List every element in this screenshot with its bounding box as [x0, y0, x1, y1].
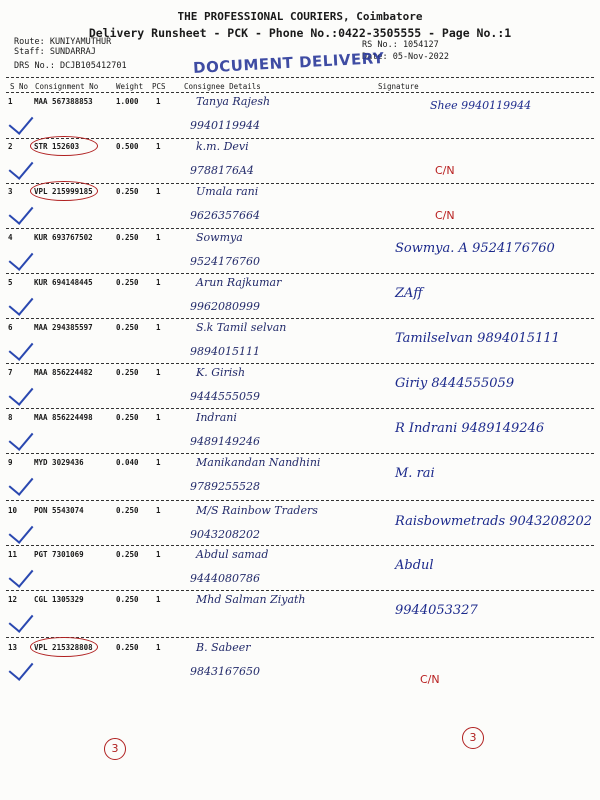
delivered-tick	[9, 245, 34, 271]
row-separator	[6, 408, 594, 409]
consignee-phone: 9789255528	[190, 480, 260, 493]
row-sno: 7	[8, 368, 13, 377]
consignee-name: Abdul samad	[196, 548, 269, 561]
staff-label: Staff: SUNDARRAJ	[14, 47, 96, 57]
header-bottom-rule	[6, 92, 594, 93]
consignee-name: Tanya Rajesh	[196, 95, 271, 108]
row-sno: 5	[8, 278, 13, 287]
row-consignment: KUR 693767502	[34, 233, 93, 242]
row-weight: 0.250	[116, 278, 139, 287]
consignee-name: B. Sabeer	[196, 641, 251, 654]
row-pcs: 1	[156, 97, 161, 106]
consignment-circle	[30, 136, 98, 156]
row-separator	[6, 273, 594, 274]
row-consignment: MAA 856224482	[34, 368, 93, 377]
row-weight: 0.250	[116, 368, 139, 377]
consignee-phone: 9894015111	[190, 345, 260, 358]
delivered-tick	[9, 425, 34, 451]
consignee-phone: 9043208202	[190, 528, 260, 541]
col-sno: S No	[10, 82, 29, 91]
row-separator	[6, 363, 594, 364]
col-signature: Signature	[378, 82, 419, 91]
signature-scribble: Raisbowmetrads 9043208202	[395, 514, 592, 529]
row-consignment: PGT 7301069	[34, 550, 84, 559]
consignee-phone: 9788176A4	[190, 164, 254, 177]
row-weight: 0.250	[116, 233, 139, 242]
row-sno: 2	[8, 142, 13, 151]
delivered-tick	[9, 109, 34, 135]
row-separator	[6, 138, 594, 139]
row-pcs: 1	[156, 323, 161, 332]
consignee-name: Sowmya	[196, 231, 243, 244]
row-sno: 1	[8, 97, 13, 106]
row-sno: 4	[8, 233, 13, 242]
row-pcs: 1	[156, 368, 161, 377]
consignee-phone: 9626357664	[190, 209, 260, 222]
col-consignment: Consignment No	[35, 82, 99, 91]
row-consignment: KUR 694148445	[34, 278, 93, 287]
row-consignment: MAA 856224498	[34, 413, 93, 422]
document-delivery-stamp: DOCUMENT DELIVERY	[192, 49, 385, 77]
row-pcs: 1	[156, 595, 161, 604]
page-mark-right: 3	[462, 727, 484, 749]
row-consignment: VPL 215999185	[34, 187, 93, 196]
row-pcs: 1	[156, 187, 161, 196]
drs-number: DRS No.: DCJB105412701	[14, 61, 127, 71]
row-sno: 9	[8, 458, 13, 467]
row-sno: 12	[8, 595, 18, 604]
row-consignment: MAA 567388853	[34, 97, 93, 106]
page-mark-left: 3	[104, 738, 126, 760]
row-sno: 6	[8, 323, 13, 332]
row-weight: 0.250	[116, 550, 139, 559]
row-weight: 0.250	[116, 187, 139, 196]
row-consignment: VPL 215328808	[34, 643, 93, 652]
row-weight: 0.250	[116, 643, 139, 652]
signature-scribble: R Indrani 9489149246	[395, 421, 545, 436]
row-pcs: 1	[156, 233, 161, 242]
row-consignment: PON 5543074	[34, 506, 84, 515]
row-separator	[6, 500, 594, 501]
row-weight: 0.250	[116, 506, 139, 515]
consignee-name: Arun Rajkumar	[196, 276, 282, 289]
row-pcs: 1	[156, 506, 161, 515]
delivered-tick	[9, 380, 34, 406]
signature-scribble: Giriy 8444555059	[395, 376, 515, 391]
signature-scribble: Tamilselvan 9894015111	[395, 331, 560, 346]
delivered-tick	[9, 335, 34, 361]
col-pcs: PCS	[152, 82, 166, 91]
consignee-phone: 9940119944	[190, 119, 260, 132]
signature-scribble: 9944053327	[395, 603, 478, 618]
row-sno: 10	[8, 506, 18, 515]
cn-mark: C/N	[420, 673, 440, 686]
col-consignee: Consignee Details	[184, 82, 261, 91]
row-pcs: 1	[156, 643, 161, 652]
row-pcs: 1	[156, 278, 161, 287]
cn-mark: C/N	[435, 164, 455, 177]
delivered-tick	[9, 562, 34, 588]
consignee-name: Manikandan Nandhini	[196, 456, 321, 469]
row-consignment: MAA 294385597	[34, 323, 93, 332]
row-separator	[6, 590, 594, 591]
consignee-phone: 9489149246	[190, 435, 260, 448]
row-consignment: STR 152603	[34, 142, 80, 151]
signature-scribble: Abdul	[395, 558, 434, 573]
row-pcs: 1	[156, 458, 161, 467]
consignment-circle	[30, 637, 98, 657]
row-separator	[6, 183, 594, 184]
cn-mark: C/N	[435, 209, 455, 222]
delivered-tick	[9, 199, 34, 225]
consignee-name: K. Girish	[196, 366, 246, 379]
header-top-rule	[6, 77, 594, 78]
row-weight: 1.000	[116, 97, 139, 106]
delivered-tick	[9, 154, 34, 180]
route-label: Route: KUNIYAMUTHUR	[14, 37, 112, 47]
row-weight: 0.500	[116, 142, 139, 151]
row-weight: 0.040	[116, 458, 139, 467]
consignee-phone: 9444555059	[190, 390, 260, 403]
row-weight: 0.250	[116, 413, 139, 422]
consignee-phone: 9962080999	[190, 300, 260, 313]
rs-number: RS No.: 1054127	[362, 40, 439, 50]
consignee-name: k.m. Devi	[196, 140, 249, 153]
row-pcs: 1	[156, 550, 161, 559]
row-separator	[6, 637, 594, 638]
company-title: THE PROFESSIONAL COURIERS, Coimbatore	[177, 10, 423, 23]
runsheet-title: Delivery Runsheet - PCK - Phone No.:0422-3505555 - Page No.:1	[88, 26, 512, 40]
row-sno: 8	[8, 413, 13, 422]
row-sno: 13	[8, 643, 18, 652]
signature-scribble: Sowmya. A 9524176760	[395, 241, 555, 256]
signature-scribble: Shee 9940119944	[430, 99, 532, 112]
consignment-circle	[30, 181, 98, 201]
consignee-name: S.k Tamil selvan	[196, 321, 287, 334]
row-separator	[6, 453, 594, 454]
row-separator	[6, 228, 594, 229]
delivered-tick	[9, 470, 34, 496]
row-weight: 0.250	[116, 595, 139, 604]
row-sno: 11	[8, 550, 18, 559]
signature-scribble: ZAff	[395, 286, 423, 301]
row-weight: 0.250	[116, 323, 139, 332]
row-pcs: 1	[156, 142, 161, 151]
consignee-name: Umala rani	[196, 185, 259, 198]
consignee-name: M/S Rainbow Traders	[196, 504, 318, 517]
row-consignment: CGL 1305329	[34, 595, 84, 604]
sheet-date: Date: 05-Nov-2022	[362, 52, 449, 62]
consignee-phone: 9843167650	[190, 665, 260, 678]
consignee-phone: 9444080786	[190, 572, 260, 585]
consignee-phone: 9524176760	[190, 255, 260, 268]
row-pcs: 1	[156, 413, 161, 422]
row-consignment: MYD 3029436	[34, 458, 84, 467]
delivered-tick	[9, 655, 34, 681]
delivered-tick	[9, 518, 34, 544]
row-sno: 3	[8, 187, 13, 196]
row-separator	[6, 545, 594, 546]
consignee-name: Indrani	[196, 411, 237, 424]
consignee-name: Mhd Salman Ziyath	[196, 593, 306, 606]
row-separator	[6, 318, 594, 319]
delivered-tick	[9, 290, 34, 316]
signature-scribble: M. rai	[395, 466, 435, 481]
delivered-tick	[9, 607, 34, 633]
col-weight: Weight	[116, 82, 144, 91]
